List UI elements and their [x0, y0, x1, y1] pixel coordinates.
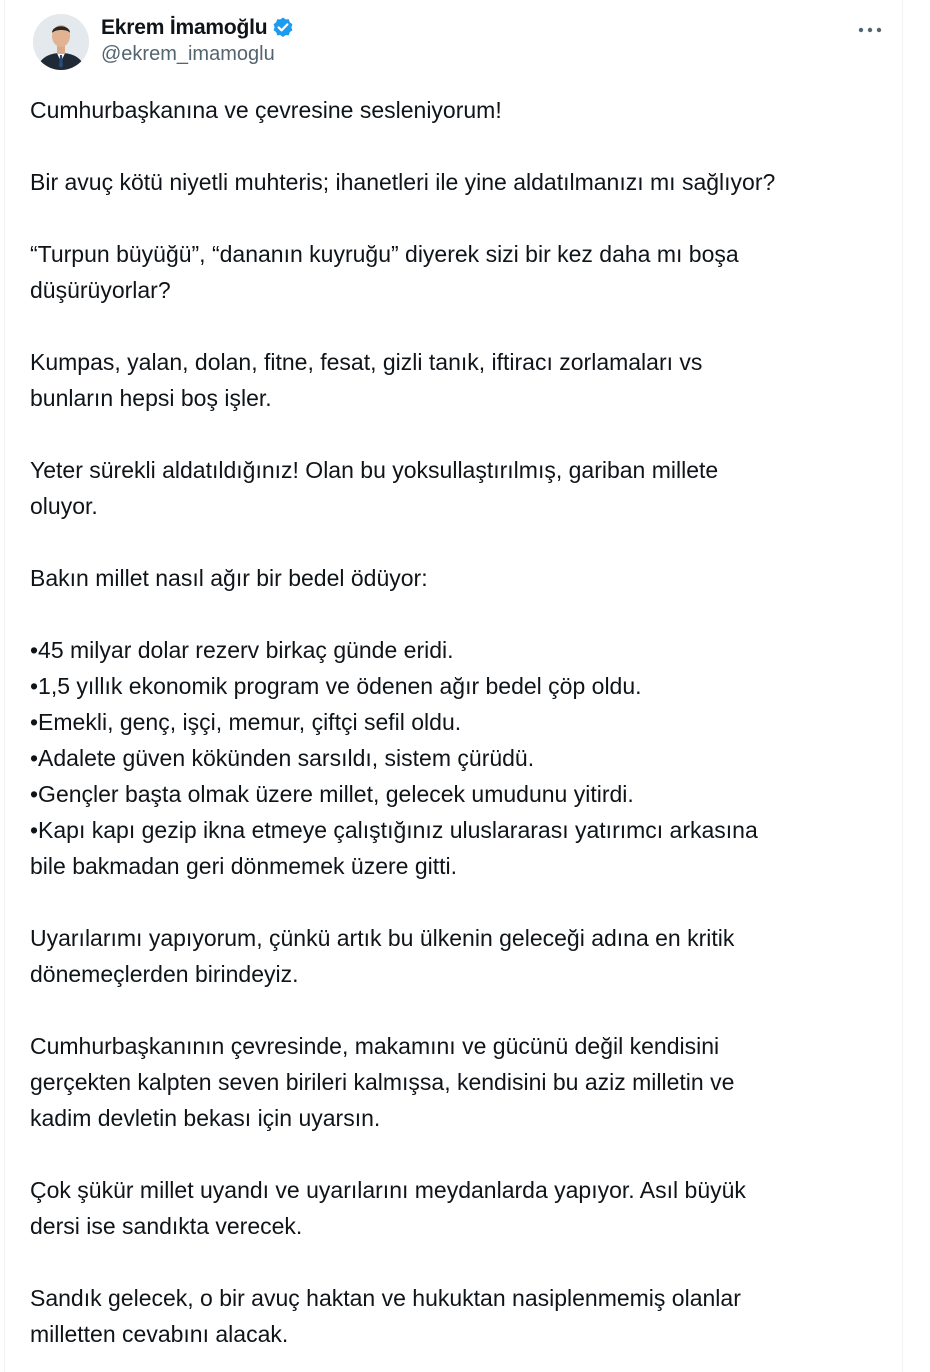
tweet-line: •1,5 yıllık ekonomik program ve ödenen ağır bedel çöp oldu. [30, 673, 642, 699]
tweet-line: bunların hepsi boş işler. [30, 385, 272, 411]
tweet-line: dönemeçlerden birindeyiz. [30, 961, 299, 987]
tweet-paragraph [30, 1028, 890, 1136]
tweet-text [30, 92, 890, 1352]
author-display-name[interactable]: Ekrem İmamoğlu [101, 16, 268, 39]
tweet-card [4, 0, 903, 1372]
tweet-paragraph [30, 560, 890, 596]
tweet-paragraph [30, 1172, 890, 1244]
display-name-row [101, 14, 295, 42]
tweet-line: Sandık gelecek, o bir avuç haktan ve hukuktan nasiplenmemiş olanlar [30, 1285, 741, 1311]
avatar-photo-icon [33, 14, 89, 70]
author-names [101, 14, 295, 66]
verified-badge-icon[interactable] [271, 16, 295, 40]
tweet-paragraph [30, 920, 890, 992]
tweet-line: Çok şükür millet uyandı ve uyarılarını meydanlarda yapıyor. Asıl büyük [30, 1177, 746, 1203]
tweet-paragraph [30, 632, 890, 884]
tweet-paragraph [30, 92, 890, 128]
author-avatar[interactable] [33, 14, 89, 70]
tweet-line: Bakın millet nasıl ağır bir bedel ödüyor: [30, 565, 428, 591]
tweet-line: milletten cevabını alacak. [30, 1321, 289, 1347]
tweet-header [27, 14, 887, 74]
tweet-line: •Adalete güven kökünden sarsıldı, sistem çürüdü. [30, 745, 535, 771]
tweet-line: “Turpun büyüğü”, “dananın kuyruğu” diyerek sizi bir kez daha mı boşa [30, 241, 739, 267]
tweet-line: •Gençler başta olmak üzere millet, gelecek umudunu yitirdi. [30, 781, 634, 807]
tweet-paragraph [30, 344, 890, 416]
tweet-line: Cumhurbaşkanının çevresinde, makamını ve gücünü değil kendisini [30, 1033, 720, 1059]
tweet-line: •Kapı kapı gezip ikna etmeye çalıştığınız uluslararası yatırımcı arkasına [30, 817, 758, 843]
tweet-line: Yeter sürekli aldatıldığınız! Olan bu yoksullaştırılmış, gariban millete [30, 457, 719, 483]
tweet-paragraph [30, 236, 890, 308]
tweet-line: Bir avuç kötü niyetli muhteris; ihanetleri ile yine aldatılmanızı mı sağlıyor? [30, 169, 776, 195]
author-handle[interactable]: @ekrem_imamoglu [101, 43, 275, 65]
tweet-line: düşürüyorlar? [30, 277, 171, 303]
more-options-button[interactable] [855, 18, 885, 42]
more-options-icon [857, 26, 883, 34]
tweet-line: Cumhurbaşkanına ve çevresine sesleniyorum! [30, 97, 502, 123]
tweet-line: Uyarılarımı yapıyorum, çünkü artık bu ülkenin geleceği adına en kritik [30, 925, 735, 951]
tweet-line: dersi ise sandıkta verecek. [30, 1213, 303, 1239]
tweet-line: bile bakmadan geri dönmemek üzere gitti. [30, 853, 458, 879]
tweet-line: gerçekten kalpten seven birileri kalmışsa, kendisini bu aziz milletin ve [30, 1069, 735, 1095]
tweet-line: •Emekli, genç, işçi, memur, çiftçi sefil oldu. [30, 709, 462, 735]
tweet-paragraph [30, 164, 890, 200]
tweet-line: kadim devletin bekası için uyarsın. [30, 1105, 381, 1131]
tweet-line: oluyor. [30, 493, 98, 519]
tweet-paragraph [30, 452, 890, 524]
tweet-line: Kumpas, yalan, dolan, fitne, fesat, gizli tanık, iftiracı zorlamaları vs [30, 349, 703, 375]
tweet-line: •45 milyar dolar rezerv birkaç günde eridi. [30, 637, 454, 663]
tweet-paragraph [30, 1280, 890, 1352]
